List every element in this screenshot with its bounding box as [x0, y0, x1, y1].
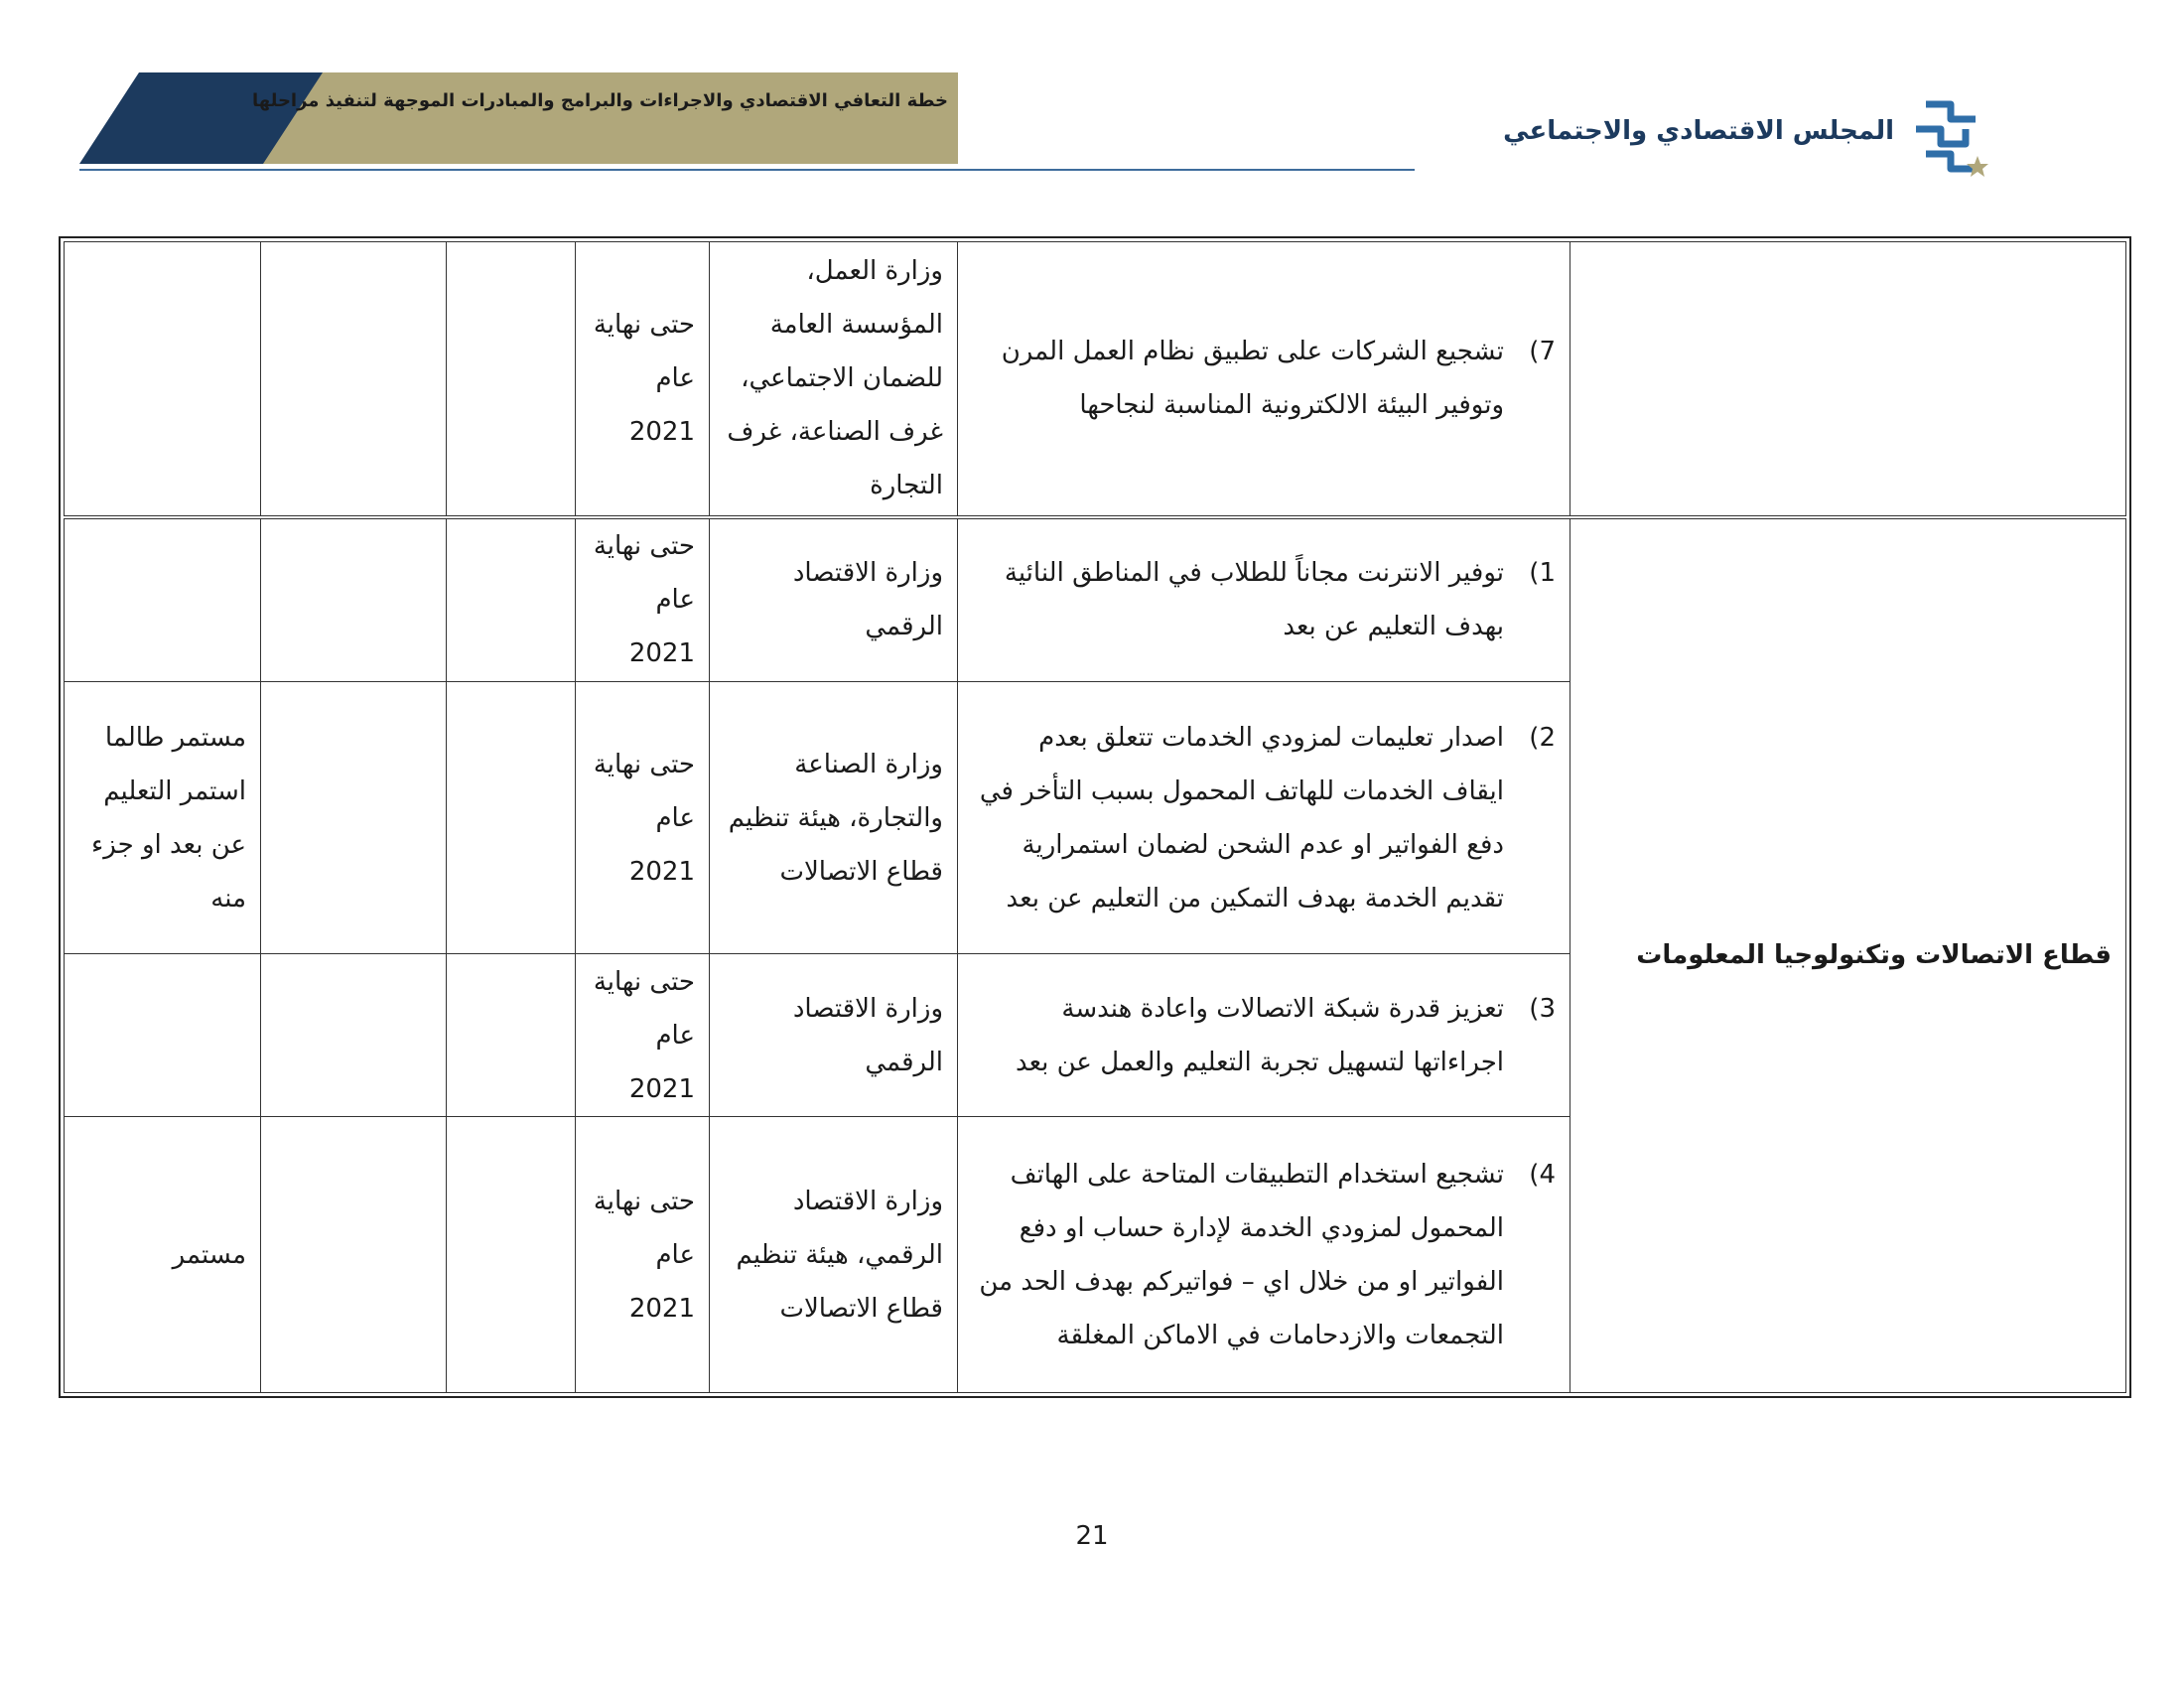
table-row [65, 517, 2126, 682]
empty-cell [261, 954, 447, 1117]
measure-cell [958, 242, 1570, 517]
status-cell: مستمر طالما استمر التعليم عن بعد او جزء منه [65, 682, 261, 954]
responsible-entity-cell: وزارة الاقتصاد الرقمي [710, 954, 958, 1117]
header-divider [79, 169, 1415, 171]
empty-cell [447, 682, 576, 954]
document-title: خطة التعافي الاقتصادي والاجراءات والبرامج والمبادرات الموجهة لتنفيذ مراحلها [251, 90, 948, 111]
timeline-cell: حتى نهاية عام 2021 [576, 242, 710, 517]
measure-number: 3) [1529, 993, 1556, 1024]
measure-cell [958, 517, 1570, 682]
measure-text: تعزيز قدرة شبكة الاتصالات واعادة هندسة اجراءاتها لتسهيل تجربة التعليم والعمل عن بعد [1015, 993, 1504, 1077]
measure-number: 7) [1529, 337, 1556, 367]
empty-cell [261, 682, 447, 954]
measure-cell [958, 954, 1570, 1117]
timeline-cell: حتى نهاية عام 2021 [576, 954, 710, 1117]
header-banner [79, 72, 958, 164]
measure-text: تشجيع الشركات على تطبيق نظام العمل المرن وتوفير البيئة الالكترونية المناسبة لنجاحها [1001, 337, 1504, 421]
recovery-plan-table [64, 241, 2126, 1393]
timeline-cell: حتى نهاية عام 2021 [576, 517, 710, 682]
measure-text: تشجيع استخدام التطبيقات المتاحة على الهاتف المحمول لمزودي الخدمة لإدارة حساب او دفع الفواتير او من خلال اي – فواتيركم بهدف الحد من التجمعات والازدحامات في الاماكن المغلقة [979, 1159, 1504, 1350]
responsible-entity-cell: وزارة العمل، المؤسسة العامة للضمان الاجتماعي، غرف الصناعة، غرف التجارة [710, 242, 958, 517]
responsible-entity-cell: وزارة الاقتصاد الرقمي [710, 517, 958, 682]
council-emblem-icon [1906, 94, 1995, 184]
status-cell: مستمر [65, 1117, 261, 1393]
timeline-cell: حتى نهاية عام 2021 [576, 682, 710, 954]
empty-cell [447, 242, 576, 517]
table-row [65, 242, 2126, 517]
responsible-entity-cell: وزارة الصناعة والتجارة، هيئة تنظيم قطاع الاتصالات [710, 682, 958, 954]
status-cell [65, 954, 261, 1117]
sector-cell [1570, 242, 2126, 517]
page-number: 21 [1075, 1521, 1109, 1551]
measure-text: اصدار تعليمات لمزودي الخدمات تتعلق بعدم ايقاف الخدمات للهاتف المحمول بسبب التأخر في دفع الفواتير او عدم الشحن لضمان استمرارية تقديم الخدمة بهدف التمكين من التعليم عن بعد [979, 722, 1504, 914]
responsible-entity-cell: وزارة الاقتصاد الرقمي، هيئة تنظيم قطاع الاتصالات [710, 1117, 958, 1393]
empty-cell [447, 1117, 576, 1393]
measure-number: 2) [1529, 722, 1556, 753]
measure-text: توفير الانترنت مجاناً للطلاب في المناطق النائية بهدف التعليم عن بعد [1004, 558, 1504, 642]
measure-number: 1) [1529, 558, 1556, 589]
sector-cell: قطاع الاتصالات وتكنولوجيا المعلومات [1570, 517, 2126, 1393]
measure-number: 4) [1529, 1159, 1556, 1190]
measure-cell [958, 682, 1570, 954]
empty-cell [261, 1117, 447, 1393]
timeline-cell: حتى نهاية عام 2021 [576, 1117, 710, 1393]
empty-cell [261, 517, 447, 682]
empty-cell [447, 954, 576, 1117]
empty-cell [447, 517, 576, 682]
council-name: المجلس الاقتصادي والاجتماعي [1503, 116, 1894, 146]
measure-cell [958, 1117, 1570, 1393]
empty-cell [261, 242, 447, 517]
status-cell [65, 242, 261, 517]
status-cell [65, 517, 261, 682]
council-logo [1503, 94, 1995, 184]
